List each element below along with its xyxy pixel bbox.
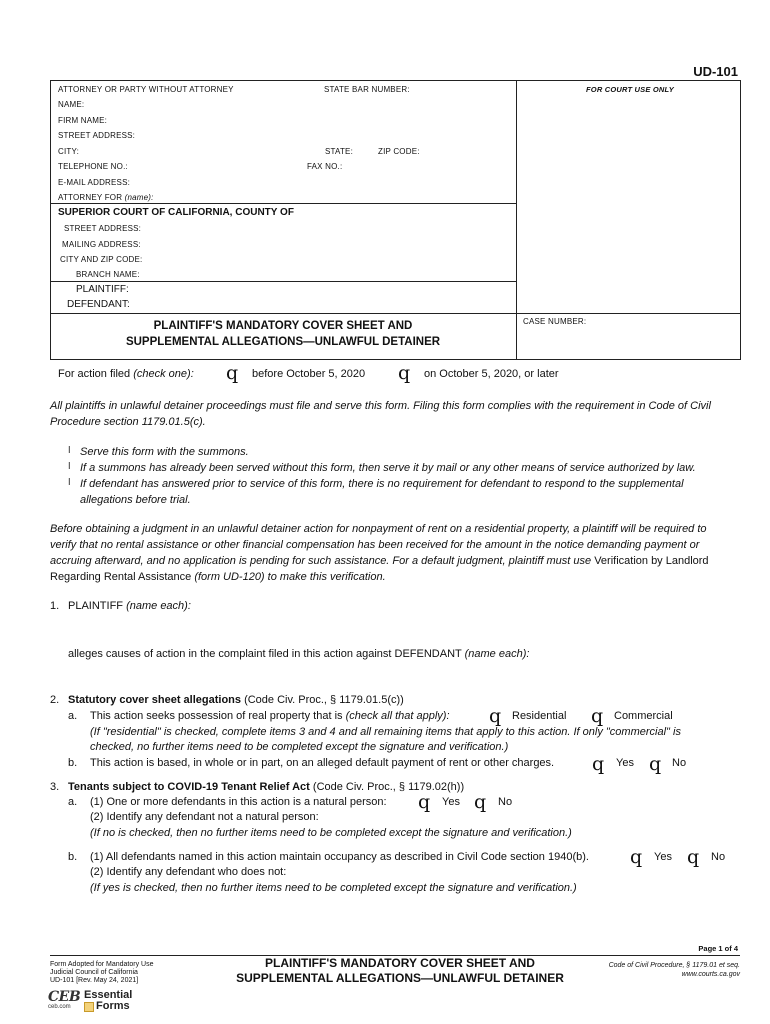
- checkbox-commercial[interactable]: q: [591, 705, 604, 727]
- checkbox-3a-no[interactable]: q: [474, 791, 487, 813]
- checkbox-residential[interactable]: q: [489, 705, 502, 727]
- item3b-no: No: [711, 851, 726, 863]
- city-zip-label: CITY AND ZIP CODE:: [60, 255, 143, 264]
- bullet-item: Serve this form with the summons.: [80, 446, 249, 458]
- item3b-yes: Yes: [654, 851, 672, 863]
- item3b2-text: (2) Identify any defendant who does not:: [90, 866, 287, 878]
- item3a-note: (If no is checked, then no further items need to be completed except the signature and verification.): [90, 827, 572, 839]
- before-judgment-paragraph: Before obtaining a judgment in an unlawful detainer action for nonpayment of rent on a residential property, a plaintiff will be required to verify that no rental assistance or other financial compensation has been received for the amount in the notice demanding payment or accruing afterward, and no application is pending for such assistance. For a default judgment, plaintiff must use Verification by Landlord Regarding Rental Assistance (form UD-120) to make this verification.: [50, 523, 709, 583]
- commercial-label: Commercial: [614, 710, 673, 722]
- bullet-icon: l: [68, 462, 71, 472]
- item2-num: 2.: [50, 694, 60, 706]
- item2a-text: This action seeks possession of real property that is (check all that apply):: [90, 710, 450, 722]
- fax-label: FAX NO.:: [307, 162, 343, 171]
- action-filed-label: For action filed (check one):: [58, 368, 194, 380]
- form-id: UD-101: [693, 64, 738, 79]
- item3a1-text: (1) One or more defendants in this action is a natural person:: [90, 796, 387, 808]
- item3-num: 3.: [50, 781, 60, 793]
- bullet-item: If a summons has already been served without this form, then serve it by mail or any other means of service authorized by law.: [80, 462, 696, 474]
- item1-num: 1.: [50, 600, 60, 612]
- street-label: STREET ADDRESS:: [58, 131, 136, 140]
- court-street-label: STREET ADDRESS:: [64, 224, 142, 233]
- court-use-label: FOR COURT USE ONLY: [586, 85, 674, 94]
- item2-heading: Statutory cover sheet allegations (Code Civ. Proc., § 1179.01.5(c)): [68, 694, 404, 706]
- option-before: before October 5, 2020: [252, 368, 366, 380]
- bullet-icon: l: [68, 478, 71, 488]
- item2a-label: a.: [68, 710, 78, 722]
- item2b-no: No: [672, 757, 687, 769]
- item2b-text: This action is based, in whole or in part, on an alleged default payment of rent or other charges.: [90, 757, 555, 769]
- attorney-for-label: ATTORNEY FOR (name):: [58, 193, 154, 202]
- checkbox-2b-yes[interactable]: q: [592, 753, 605, 775]
- option-after: on October 5, 2020, or later: [424, 368, 559, 380]
- forms-icon: [84, 1002, 94, 1012]
- footer-code: Code of Civil Procedure, § 1179.01 et seq. www.courts.ca.gov: [608, 962, 740, 978]
- item2b-label: b.: [68, 757, 78, 769]
- caption-divider: [516, 80, 517, 359]
- item2a-note1: (If "residential" is checked, complete items 3 and 4 and all remaining items that apply to this action. If only "commercial" is: [90, 726, 681, 738]
- item3-heading: Tenants subject to COVID-19 Tenant Relief Act (Code Civ. Proc., § 1179.02(h)): [68, 781, 465, 793]
- defendant-label: DEFENDANT:: [67, 299, 130, 310]
- court-label: SUPERIOR COURT OF CALIFORNIA, COUNTY OF: [58, 207, 294, 218]
- state-label: STATE:: [325, 147, 354, 156]
- mailing-label: MAILING ADDRESS:: [62, 240, 141, 249]
- adopted-block: Form Adopted for Mandatory Use Judicial Council of California UD-101 [Rev. May 24, 2021]: [50, 961, 154, 984]
- form-title-line1: PLAINTIFF'S MANDATORY COVER SHEET AND: [153, 320, 413, 332]
- bullet-item: If defendant has answered prior to service of this form, there is no requirement for defendant to respond to the supplemental allegations before trial.: [80, 478, 684, 506]
- item3a2-text: (2) Identify any defendant not a natural person:: [90, 811, 319, 823]
- checkbox-2b-no[interactable]: q: [649, 753, 662, 775]
- branch-label: BRANCH NAME:: [76, 270, 140, 279]
- item2a-note2: checked, no further items need to be completed except the signature and verification.): [90, 741, 509, 753]
- checkbox-3b-no[interactable]: q: [687, 846, 700, 868]
- footer-title: PLAINTIFF'S MANDATORY COVER SHEET AND SUPPLEMENTAL ALLEGATIONS—UNLAWFUL DETAINER: [236, 956, 564, 985]
- name-label: NAME:: [58, 100, 85, 109]
- item3b-note: (If yes is checked, then no further items need to be completed except the signature and verification.): [90, 882, 577, 894]
- phone-label: TELEPHONE NO.:: [58, 162, 128, 171]
- attorney-label: ATTORNEY OR PARTY WITHOUT ATTORNEY: [58, 85, 234, 94]
- caption-box: [50, 80, 741, 360]
- page-number: Page 1 of 4: [698, 944, 738, 953]
- city-label: CITY:: [58, 147, 80, 156]
- item2b-yes: Yes: [616, 757, 634, 769]
- item3a-yes: Yes: [442, 796, 460, 808]
- email-label: E-MAIL ADDRESS:: [58, 178, 131, 187]
- checkbox-after[interactable]: q: [398, 362, 411, 384]
- checkbox-3a-yes[interactable]: q: [418, 791, 431, 813]
- firm-label: FIRM NAME:: [58, 116, 108, 125]
- state-bar-label: STATE BAR NUMBER:: [324, 85, 410, 94]
- item3b-label: b.: [68, 851, 78, 863]
- plaintiff-label: PLAINTIFF:: [76, 284, 129, 295]
- form-title-line2: SUPPLEMENTAL ALLEGATIONS—UNLAWFUL DETAINER: [125, 336, 441, 348]
- item1-alleges: alleges causes of action in the complaint filed in this action against DEFENDANT (name each):: [68, 648, 530, 660]
- item3a-no: No: [498, 796, 513, 808]
- essential-forms-logo: Essential Forms: [84, 989, 133, 1012]
- checkbox-3b-yes[interactable]: q: [630, 846, 643, 868]
- checkbox-before[interactable]: q: [226, 362, 239, 384]
- item1-label: PLAINTIFF (name each):: [68, 600, 191, 612]
- residential-label: Residential: [512, 710, 567, 722]
- case-number-label: CASE NUMBER:: [523, 317, 587, 326]
- ceb-logo: CEB ceb.com: [48, 989, 81, 1010]
- bullet-icon: l: [68, 446, 71, 456]
- item3b1-text: (1) All defendants named in this action maintain occupancy as described in Civil Code section 1940(b).: [90, 851, 589, 863]
- item3a-label: a.: [68, 796, 78, 808]
- zip-label: ZIP CODE:: [378, 147, 420, 156]
- intro-paragraph: All plaintiffs in unlawful detainer proceedings must file and serve this form. Filing this form complies with the requirement in Code of Civil Procedure section 1179.01.5(c).: [50, 400, 711, 428]
